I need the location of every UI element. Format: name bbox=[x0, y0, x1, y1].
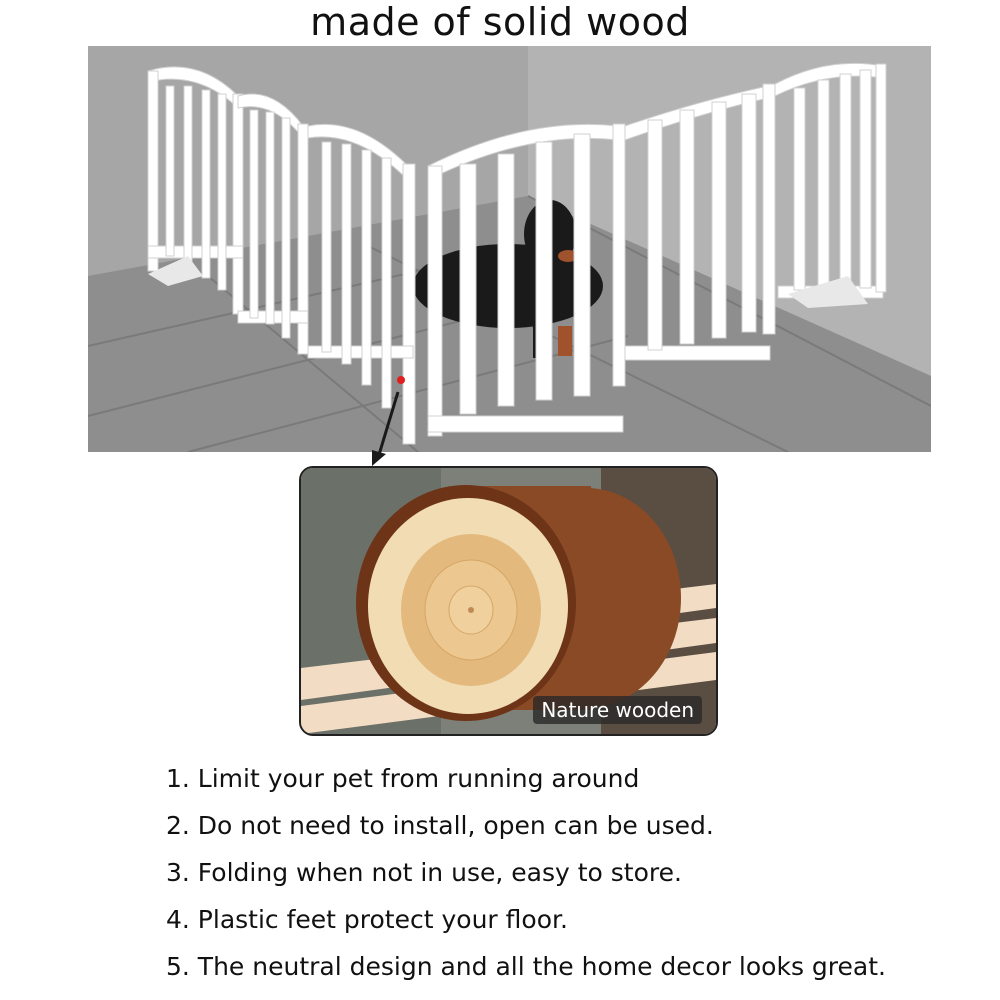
inset-caption: Nature wooden bbox=[533, 696, 702, 724]
feature-item: 4. Plastic feet protect your floor. bbox=[166, 905, 568, 934]
feature-item: 2. Do not need to install, open can be used. bbox=[166, 811, 714, 840]
wood-closeup-inset bbox=[299, 466, 718, 736]
feature-item: 5. The neutral design and all the home decor looks great. bbox=[166, 952, 886, 981]
marker-dot bbox=[397, 376, 405, 384]
feature-item: 1. Limit your pet from running around bbox=[166, 764, 640, 793]
product-photo-fence bbox=[88, 46, 931, 452]
feature-list bbox=[166, 755, 886, 990]
feature-item: 3. Folding when not in use, easy to store. bbox=[166, 858, 682, 887]
page-title: made of solid wood bbox=[310, 0, 690, 44]
